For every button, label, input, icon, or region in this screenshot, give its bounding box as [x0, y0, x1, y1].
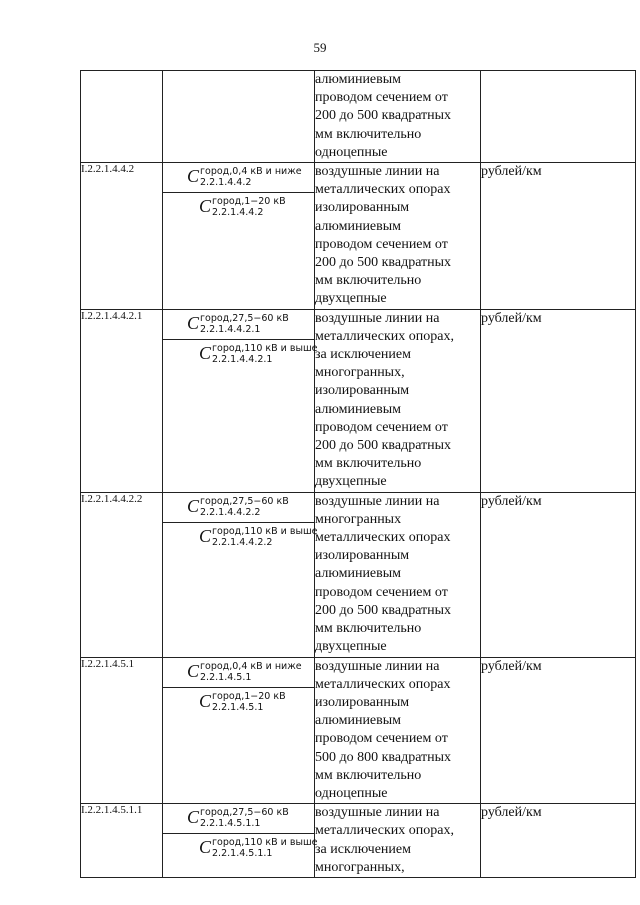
- line-description: [315, 309, 481, 492]
- formula-subscript: 2.2.1.4.5.1.1: [200, 818, 261, 830]
- formula-symbol: C: [187, 312, 200, 333]
- description-line: за исключением: [315, 841, 411, 857]
- formula-symbol: C: [187, 495, 200, 516]
- formula-superscript: город,27,5−60 кВ: [200, 312, 289, 324]
- formula-subscript: 2.2.1.4.4.2.2: [212, 536, 273, 548]
- formula-symbol: C: [199, 196, 212, 217]
- description-line: мм включительно: [315, 621, 422, 637]
- rate-formula: [163, 493, 314, 522]
- formula-cell: [163, 163, 315, 310]
- formula-superscript: город,110 кВ и выше: [212, 525, 318, 537]
- description-line: металлических опорах,: [315, 823, 454, 839]
- rate-formula: [163, 310, 314, 339]
- description-line: воздушные линии на: [315, 805, 440, 821]
- description-line: 200 до 500 квадратных: [315, 438, 452, 454]
- description-line: металлических опорах,: [315, 328, 454, 344]
- row-code: [81, 71, 163, 163]
- description-line: многогранных,: [315, 859, 405, 875]
- rate-formula: [163, 658, 314, 687]
- description-line: воздушные линии на: [315, 310, 440, 326]
- formula-superscript: город,110 кВ и выше: [212, 837, 318, 849]
- description-line: алюминиевым: [315, 713, 402, 729]
- description-line: за исключением: [315, 347, 411, 363]
- formula-subscript: 2.2.1.4.4.2.2: [200, 506, 261, 518]
- table-row: [81, 309, 636, 492]
- formula-subscript: 2.2.1.4.4.2.1: [212, 353, 273, 365]
- formula-superscript: город,1−20 кВ: [212, 690, 286, 702]
- table-row: [81, 71, 636, 163]
- description-line: алюминиевым: [315, 72, 402, 87]
- description-line: проводом сечением от: [315, 731, 448, 747]
- description-line: металлических опорах: [315, 182, 451, 198]
- rate-formula: [163, 833, 318, 863]
- formula-cell: [163, 657, 315, 804]
- row-code: I.2.2.1.4.5.1.1: [81, 804, 163, 878]
- description-line: изолированным: [315, 383, 410, 399]
- unit-of-measure: рублей/км: [481, 492, 636, 657]
- description-line: двухцепные: [315, 639, 387, 655]
- description-line: 200 до 500 квадратных: [315, 108, 452, 124]
- description-line: воздушные линии на: [315, 164, 440, 180]
- formula-symbol: C: [187, 807, 200, 828]
- formula-subscript: 2.2.1.4.4.2: [212, 207, 264, 219]
- description-line: воздушные линии на: [315, 493, 440, 509]
- rate-formula: [163, 192, 314, 222]
- description-line: металлических опорах: [315, 530, 451, 546]
- row-code: I.2.2.1.4.4.2.2: [81, 492, 163, 657]
- formula-symbol: C: [199, 342, 212, 363]
- formula-subscript: 2.2.1.4.5.1: [212, 701, 264, 713]
- description-line: изолированным: [315, 548, 410, 564]
- page-number: 59: [313, 40, 327, 55]
- description-line: проводом сечением от: [315, 419, 448, 435]
- description-line: изолированным: [315, 200, 410, 216]
- formula-superscript: город,110 кВ и выше: [212, 342, 318, 354]
- formula-superscript: город,27,5−60 кВ: [200, 807, 289, 819]
- formula-cell: [163, 71, 315, 163]
- description-line: проводом сечением от: [315, 236, 448, 252]
- description-line: проводом сечением от: [315, 90, 448, 106]
- tariff-table-body: [81, 71, 636, 878]
- description-line: воздушные линии на: [315, 658, 440, 674]
- formula-subscript: 2.2.1.4.5.1: [200, 671, 252, 683]
- formula-cell: [163, 492, 318, 657]
- formula-symbol: C: [187, 660, 200, 681]
- description-line: двухцепные: [315, 474, 387, 490]
- description-line: многогранных: [315, 511, 402, 527]
- row-code: I.2.2.1.4.5.1: [81, 657, 163, 804]
- description-line: двухцепные: [315, 291, 387, 307]
- row-code: I.2.2.1.4.4.2.1: [81, 309, 163, 492]
- formula-symbol: C: [187, 166, 200, 187]
- line-description: [315, 657, 481, 804]
- row-code: I.2.2.1.4.4.2: [81, 163, 163, 310]
- description-line: одноцепные: [315, 144, 388, 160]
- formula-superscript: город,27,5−60 кВ: [200, 495, 289, 507]
- table-row: [81, 163, 636, 310]
- formula-cell: [163, 804, 318, 878]
- description-line: алюминиевым: [315, 401, 402, 417]
- tariff-table: [80, 70, 636, 878]
- formula-symbol: C: [199, 837, 212, 858]
- unit-of-measure: рублей/км: [481, 163, 636, 310]
- description-line: алюминиевым: [315, 218, 402, 234]
- table-row: [81, 492, 636, 657]
- line-description: [315, 492, 481, 657]
- description-line: мм включительно: [315, 126, 422, 142]
- description-line: мм включительно: [315, 767, 422, 783]
- description-line: металлических опорах: [315, 676, 451, 692]
- line-description: [315, 804, 481, 878]
- description-line: 200 до 500 квадратных: [315, 602, 452, 618]
- description-line: проводом сечением от: [315, 584, 448, 600]
- rate-formula: [163, 522, 318, 552]
- rate-formula: [163, 804, 314, 833]
- formula-subscript: 2.2.1.4.5.1.1: [212, 848, 273, 860]
- description-line: алюминиевым: [315, 566, 402, 582]
- line-description: [315, 163, 481, 310]
- formula-symbol: C: [199, 525, 212, 546]
- unit-of-measure: рублей/км: [481, 657, 636, 804]
- formula-superscript: город,0,4 кВ и ниже: [200, 166, 302, 178]
- formula-subscript: 2.2.1.4.4.2: [200, 177, 252, 189]
- description-line: 500 до 800 квадратных: [315, 749, 452, 765]
- description-line: 200 до 500 квадратных: [315, 255, 452, 271]
- description-line: одноцепные: [315, 785, 388, 801]
- description-line: многогранных,: [315, 365, 405, 381]
- table-row: [81, 657, 636, 804]
- rate-formula: [163, 163, 314, 192]
- rate-formula: [163, 687, 314, 717]
- description-line: изолированным: [315, 694, 410, 710]
- formula-symbol: C: [199, 690, 212, 711]
- formula-superscript: город,1−20 кВ: [212, 196, 286, 208]
- description-line: мм включительно: [315, 456, 422, 472]
- unit-of-measure: рублей/км: [481, 804, 636, 878]
- description-line: мм включительно: [315, 273, 422, 289]
- formula-cell: [163, 309, 318, 492]
- table-row: [81, 804, 636, 878]
- unit-of-measure: [481, 71, 636, 163]
- formula-subscript: 2.2.1.4.4.2.1: [200, 323, 261, 335]
- line-description: [315, 71, 481, 163]
- unit-of-measure: рублей/км: [481, 309, 636, 492]
- rate-formula: [163, 339, 318, 369]
- formula-superscript: город,0,4 кВ и ниже: [200, 660, 302, 672]
